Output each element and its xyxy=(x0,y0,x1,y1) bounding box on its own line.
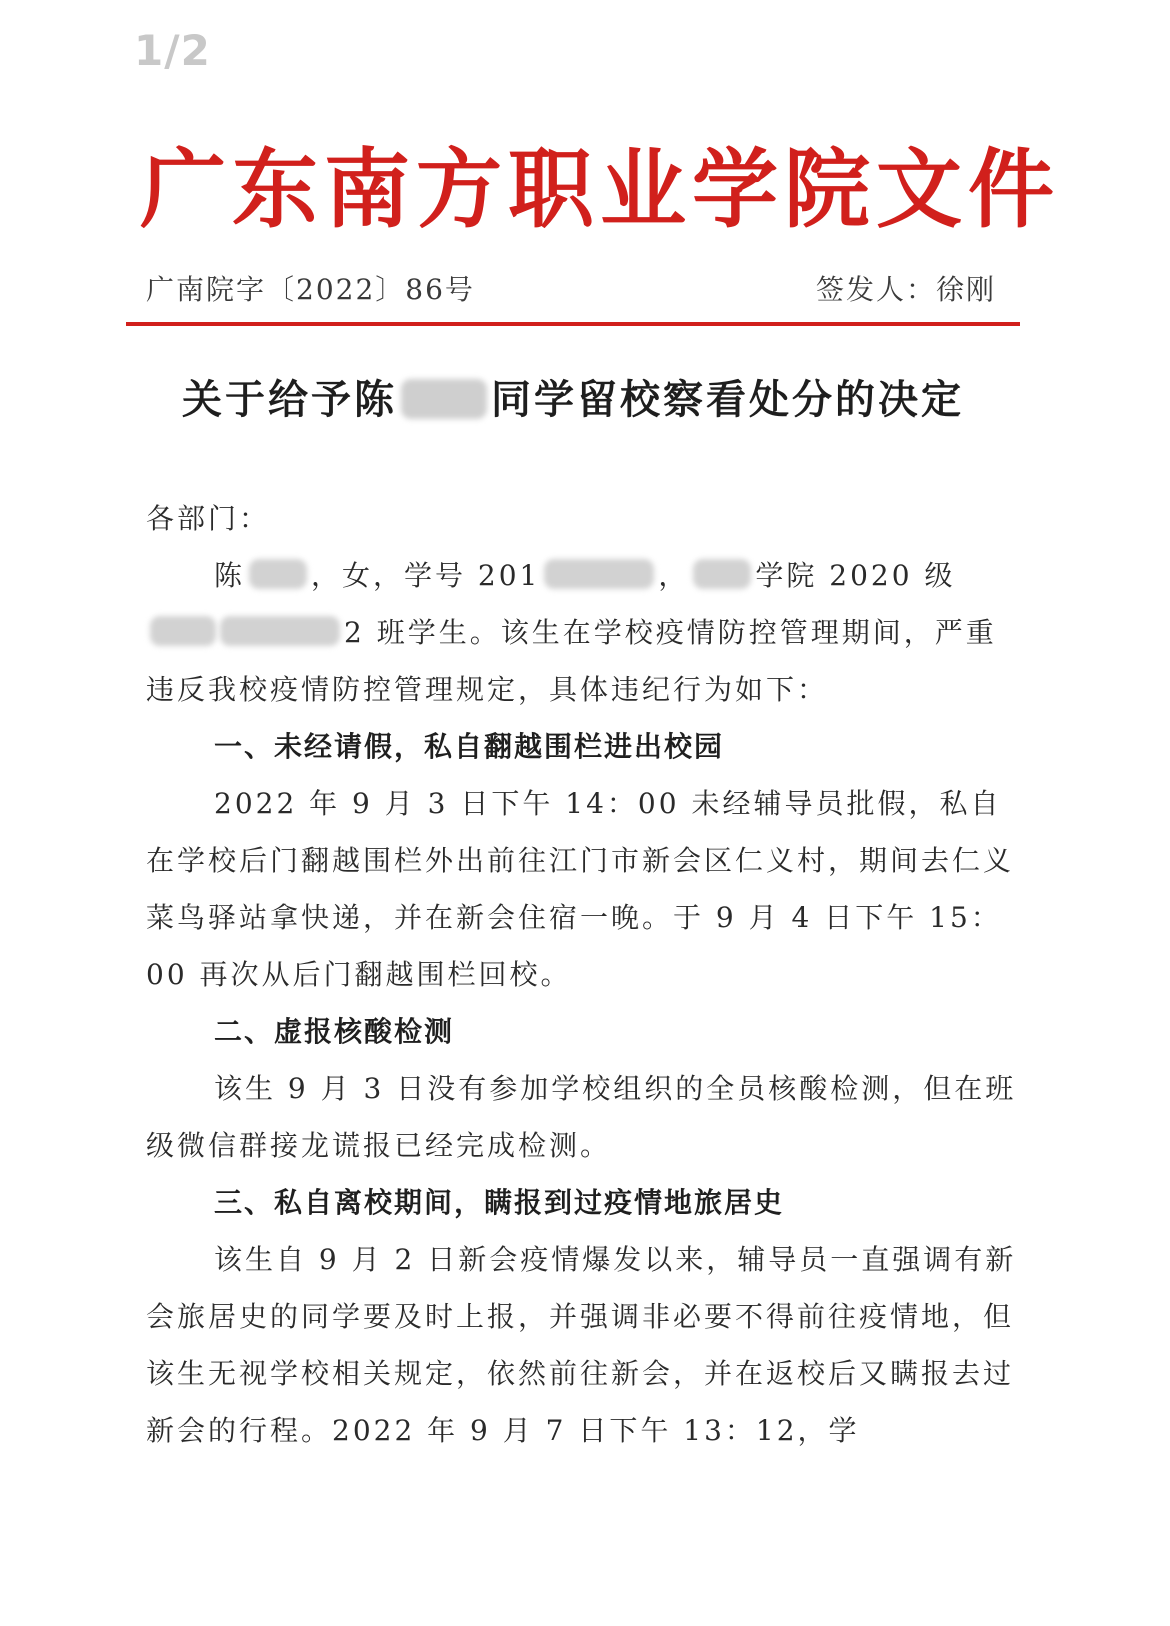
intro-sep: ， xyxy=(658,559,690,592)
intro-paragraph xyxy=(146,547,1022,718)
redacted-name-title xyxy=(401,379,487,419)
document-title xyxy=(126,368,1020,425)
section-1-text: 2022 年 9 月 3 日下午 14：00 未经辅导员批假，私自在学校后门翻越围栏外出前往江门市新会区仁义村，期间去仁义菜鸟驿站拿快递，并在新会住宿一晚。于 9 月 4 日下午 15：00 再次从后门翻越围栏回校。 xyxy=(146,787,1015,991)
document-meta xyxy=(146,268,996,308)
document-header: 广东南方职业学院文件 xyxy=(140,140,1060,240)
redacted-college xyxy=(693,559,751,589)
page-indicator: 1/2 xyxy=(134,26,211,75)
document-body xyxy=(146,490,1022,1459)
document-number: 广南院字〔2022〕86号 xyxy=(146,273,475,306)
intro-gender-id: ，女，学号 201 xyxy=(311,559,541,592)
redacted-major-1 xyxy=(150,616,216,646)
section-3-text: 该生自 9 月 2 日新会疫情爆发以来，辅导员一直强调有新会旅居史的同学要及时上报，并强调非必要不得前往疫情地，但该生无视学校相关规定，依然前往新会，并在返校后又瞒报去过新会的行程。2022 年 9 月 7 日下午 13：12，学 xyxy=(146,1243,1017,1447)
redacted-student-id xyxy=(544,559,654,589)
intro-college: 学院 2020 级 xyxy=(755,559,956,592)
red-divider xyxy=(126,322,1020,326)
redacted-name xyxy=(249,559,307,589)
title-part-1: 关于给予陈 xyxy=(182,377,397,423)
section-2-text: 该生 9 月 3 日没有参加学校组织的全员核酸检测，但在班级微信群接龙谎报已经完成检测。 xyxy=(146,1072,1017,1162)
section-2-heading: 二、虚报核酸检测 xyxy=(214,1015,455,1048)
section-1-heading: 一、未经请假，私自翻越围栏进出校园 xyxy=(214,730,725,763)
signer: 签发人：徐刚 xyxy=(815,273,996,306)
section-3-heading: 三、私自离校期间，瞒报到过疫情地旅居史 xyxy=(214,1186,785,1219)
title-part-2: 同学留校察看处分的决定 xyxy=(491,377,964,423)
salutation: 各部门： xyxy=(146,502,271,535)
intro-name: 陈 xyxy=(214,559,246,592)
intro-rest: 2 班学生。该生在学校疫情防控管理期间，严重违反我校疫情防控管理规定，具体违纪行为如下： xyxy=(146,616,997,706)
redacted-major-2 xyxy=(220,616,340,646)
